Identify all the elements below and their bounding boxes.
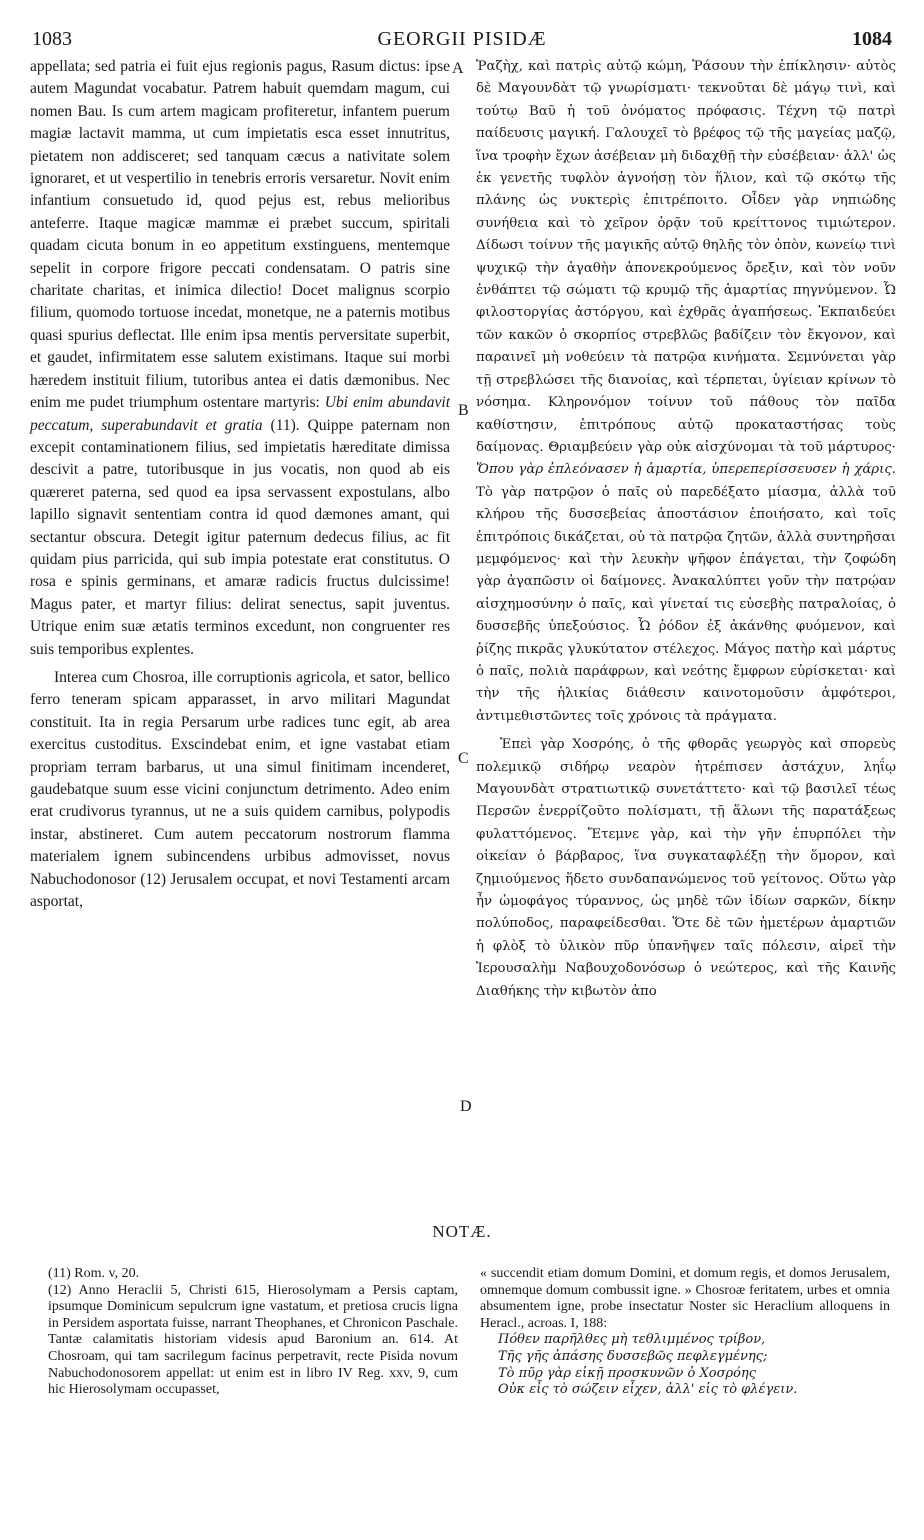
- verse-line-3: Τὸ πῦρ γὰρ εἰκῇ προσκυνῶν ὁ Χοσρόης: [498, 1365, 757, 1381]
- note-12-continuation: « succendit etiam domum Domini, et domum regis, et domos Jerusalem, omnemque domum combussit igne. » Chosroæ feritatem, urbes et omnia absumentem igne, probe insectatur Noster sic Heraclium alloquens in Heracl., acroas. I, 188:: [480, 1266, 890, 1331]
- greek-column: [476, 56, 896, 1003]
- notes-left-column: [48, 1266, 458, 1399]
- greek-p1-continuation: Τὸ γὰρ πατρῷον ὁ παῖς οὐ παρεδέξατο μίασμα, ἀλλὰ τοῦ κλήρου τῆς δυσσεβείας ἀποστάσιον ἐποιήσατο, καὶ τοῖς ἐπιτρόποις δικάζεται, οὐ τὰ πατρῷα ζητῶν, ἀλλὰ συντηρῆσαι μεμφόμενος· καὶ τὴν λευκὴν ψῆφον ἐπάγεται, τὴν ζοφώδη γὰρ ἀγαπῶσιν οἱ δαίμονες. Ἀνακαλύπτει γοῦν τὴν πατρῴαν αἰσχημοσύνην ὁ παῖς, καὶ γίνεταί τις εὐσεβὴς πατραλοίας, ὁ δυσσεβῆς ὑπεξούσιος. Ὦ ῥόδον ἐξ ἀκάνθης φυόμενον, καὶ ῥίζης πικρᾶς γλυκύτατον στέλεχος. Μάγος πατὴρ καὶ μάρτυς ὁ παῖς, πολιὰ παράφρων, καὶ νεότης ἔμφρων εὑρίσκεται· καὶ τὴν τῆς ἡλικίας διάθεσιν καινοτομοῦσιν ἀμφότεροι, ἀντιμεθιστῶντες τοῖς χρόνοις τὰ πράγματα.: [476, 484, 896, 724]
- note-11: (11) Rom. v, 20.: [48, 1266, 140, 1281]
- greek-paragraph-1: [476, 56, 896, 728]
- greek-p1-text: Ῥαζὴχ, καὶ πατρὶς αὐτῷ κώμη, Ῥάσουν τὴν ἐπίκλησιν· αὐτὸς δὲ Μαγουνδὰτ τῷ γνωρίσματι· τεκνοῦται δὲ μάγῳ τινὶ, καὶ τούτῳ Βαῦ ἡ τοῦ ὀνόματος πρόφασις. Τέχνη τῷ πατρὶ παίδευσις μαγική. Γαλουχεῖ τὸ βρέφος τῷ τῆς μαγείας μαζῷ, ἵνα τροφὴν ἔχων ἀσέβειαν μὴ διδαχθῇ τὴν εὐσέβειαν· ἀλλ' ὡς ἐκ γενετῆς τυφλὸν ἀγνοήσῃ τὸν ἥλιον, καὶ τῷ σκότῳ τῆς πλάνης ὡς νυκτερὶς ἐπιτρέποιτο. Οἶδεν γὰρ νηπιώδης συνήθεια καὶ τὸ χεῖρον ὁρᾷν τοῦ κρείττονος τιμιώτερον. Δίδωσι τοίνυν τῆς μαγικῆς αὐτῷ θηλῆς τὸν ὀπὸν, κωνείῳ τινὶ ψυχικῷ τὴν ἀγαθὴν ἀπονεκρούμενος ὄρεξιν, καὶ τὸν νοῦν ἐνθάπτει τῷ σώματι τῷ κρυμῷ τῆς ἁμαρτίας πηγνύμενον. Ὦ φιλοστοργίας ἀστόργου, καὶ ἐχθρᾶς ἀγαπήσεως. Ἐκπαιδεύει τῶν κακῶν ὁ σκορπίος στρεβλῶς βαδίζειν τὸν ἔκγονον, καὶ παραινεῖ μὴ νοθεύειν τὰ πατρῷα κινήματα. Σεμνύνεται γὰρ τῇ στρεβλώσει τῆς διανοίας, καὶ τέρπεται, ὑγίειαν κρίνων τὸ νόσημα. Κληρονόμον τοίνυν τοῦ πάθους τὸν παῖδα καθίστησιν, ἐπιτρόπους αὐτῷ προκαταστήσας τοὺς δαίμονας. Θριαμβεύειν γὰρ οὐκ αἰσχύνομαι τὰ τοῦ μάρτυρος·: [476, 59, 896, 455]
- margin-marker-d: D: [460, 1098, 472, 1115]
- page-number-right: 1084: [852, 28, 892, 50]
- page-number-left: 1083: [32, 28, 72, 50]
- verse-line-4: Οὐκ εἶς τὸ σώζειν εἶχεν, ἀλλ' εἰς τὸ φλέγειν.: [498, 1382, 798, 1398]
- latin-p1-text: appellata; sed patria ei fuit ejus regionis pagus, Rasum dictus: ipse autem Magundat vocabatur. Patrem habuit quemdam magum, cui nomen Bau. Is cum artem magicam profiteretur, infantem puerum magiæ lactavit mamma, ut cum impietatis esca esset innutritus, pietatem non addisceret; sed tanquam cæcus a nativitate solem ignoraret, et ut vespertilio in tenebris erroris versaretur. Novit enim infantium consuetudo id, quod pejus est, rebus melioribus anteferre. Itaque magicæ mammæ ei præbet succum, spiritali quadam cicuta bonum in eo appetitum exstinguens, mentemque sepelit in corpore frigore peccati condensatam. O patris sine charitate charitas, et inimica dilectio! Docet malignus scorpio filium, quomodo tortuose incedat, monetque, ne a paternis motibus quasi spurius deflectat. Ille enim ipsa mentis perversitate superbit, et gaudet, infirmitatem esse salutem existimans. Itaque sui morbi hæredem instituit filium, tutoribus antea ei datis dæmonibus. Nec enim me pudet triumphum ostentare martyris:: [30, 58, 450, 412]
- notes-right-column: [480, 1266, 890, 1399]
- margin-marker-a: A: [452, 60, 464, 77]
- latin-paragraph-2: Interea cum Chosroa, ille corruptionis agricola, et sator, bellico ferro teneram spicam apparasset, in arvo militari Magundat constituit. Ita in regia Persarum urbe radices tunc egit, ab area exercitus custoditus. Exscindebat enim, et igne vastabat etiam propriam terram barbarus, ut una simul finitimam incenderet, gaudebatque suum esse vicini conjunctum detrimento. Adeo enim erat crudivorus tyrannus, ut ne a suis quidem carnibus, polypodis instar, abstineret. Cum autem peccatorum nostrorum flamma materialem ignem subincendens urbibus admovisset, novus Nabuchodonosor (12) Jerusalem occupat, et novi Testamenti arcam asportat,: [30, 668, 450, 911]
- notes-title: NOTÆ.: [432, 1222, 492, 1241]
- note-12: (12) Anno Heraclii 5, Christi 615, Hierosolymam a Persis captam, ipsumque Dominicum sepulcrum igne vastatum, et pretiosa crucis ligna in Persidem asportata fuisse, narrant Theophanes, et Chronicon Paschale. Tantæ calamitatis historiam videsis apud Baronium an. 614. At Chosroam, qui tam sacrilegum facinus perpetravit, recte Pisida novum Nabuchodonosorem appellat: ut enim est in libro IV Reg. xxv, 9, cum hic Hierosolymam occupasset,: [48, 1282, 458, 1398]
- verse-line-1: Πόθεν παρῆλθες μὴ τεθλιμμένος τρίβον,: [498, 1332, 766, 1348]
- verse-line-2: Τῆς γῆς ἁπάσης δυσσεβῶς πεφλεγμένης;: [498, 1348, 768, 1364]
- running-title: GEORGII PISIDÆ: [377, 28, 547, 50]
- latin-column: [30, 56, 450, 913]
- running-header: [30, 28, 894, 54]
- greek-paragraph-2: Ἐπεὶ γὰρ Χοσρόης, ὁ τῆς φθορᾶς γεωργὸς καὶ σπορεὺς πολεμικῷ σιδήρῳ νεαρὸν ἡτρέπισεν ἀστάχυν, ληΐῳ Μαγουνδὰτ στρατιωτικῷ συνετάττετο· καὶ τῷ βασιλεῖ τέως Περσῶν ἐνερρίζοῦτο πολίσματι, τῇ ἅλωνι τῆς παρατάξεως φυλαττόμενος. Ἔτεμνε γὰρ, καὶ τὴν γῆν ἐπυρπόλει τὴν οἰκείαν ὁ βάρβαρος, ἵνα συγκαταφλέξῃ τὴν ὅμορον, καὶ ζημιούμενος ἥδετο συνδαπανώμενος τοῦ γείτονος. Οὕτω γὰρ ἦν ὠμοφάγος τύραννος, ὡς μηδὲ τῶν ἰδίων σαρκῶν, δίκην πολύποδος, παραφείδεσθαι. Ὅτε δὲ τῶν ἡμετέρων ἁμαρτιῶν ἡ φλὸξ τὸ ὑλικὸν πῦρ ὑπανῆψεν ταῖς πόλεσιν, αἱρεῖ τὴν Ἱερουσαλὴμ Ναβουχοδονόσωρ ὁ νεώτερος, καὶ τῆς Καινῆς Διαθήκης τὴν κιβωτὸν ἀπο: [476, 737, 896, 999]
- margin-marker-b: B: [458, 402, 469, 419]
- latin-paragraph-1: [30, 56, 450, 661]
- latin-scripture-quote: Ubi enim abundavit peccatum, superabundavit et gratia: [30, 394, 451, 434]
- margin-marker-c: C: [458, 750, 469, 767]
- latin-p1-continuation: (11). Quippe paternam non excepit contaminationem filius, sed impietatis hæreditate dimissa descivit a patre, tutoribusque in jus vocatis, non quod ab eis quæreret paterna, sed quod ea ipsa servassent expostulans, albo lapillo signavit sententiam contra id quod dæmones amant, qui sectantur obscura. Detegit igitur paternum dedecus filius, ac fit quidam pius parricida, qui sub impia potestate erat constitutus. O rosa e spinis germinans, et amaræ radicis fructus dulcissime! Magus pater, et martyr filius: delirat senectus, sapit juventus. Utrique enim suæ ætatis terminos excedunt, non congruenter res suis temporibus explentes.: [30, 416, 451, 658]
- greek-scripture-quote: Ὅπου γὰρ ἐπλεόνασεν ἡ ἁμαρτία, ὑπερεπερίσσευσεν ἡ χάρις.: [476, 462, 896, 478]
